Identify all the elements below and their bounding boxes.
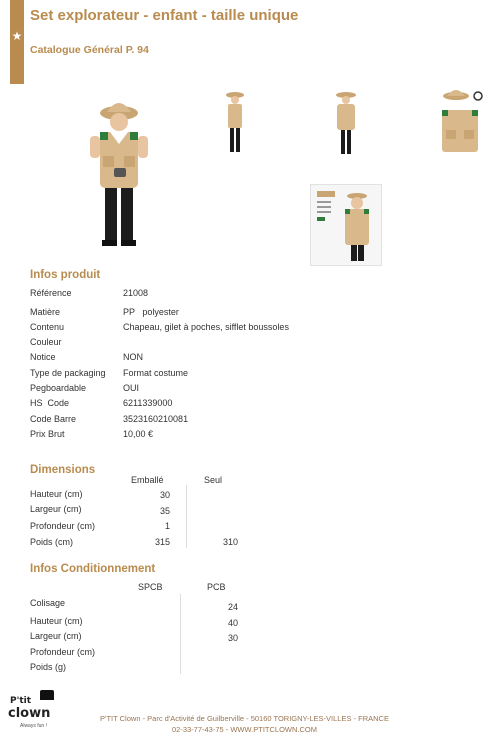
label-pegboardable: Pegboardable bbox=[30, 383, 87, 393]
packaging-image bbox=[310, 184, 382, 266]
label-couleur: Couleur bbox=[30, 337, 62, 347]
hat-icon bbox=[40, 690, 54, 700]
conditionnement-heading: Infos Conditionnement bbox=[30, 563, 156, 575]
dim-label-hauteur: Hauteur (cm) bbox=[30, 489, 83, 499]
value-hs-code: 6211339000 bbox=[123, 398, 173, 408]
dim-label-largeur: Largeur (cm) bbox=[30, 504, 82, 514]
product-info-heading: Infos produit bbox=[30, 269, 101, 281]
dim-emballe-poids: 315 bbox=[154, 537, 170, 547]
value-pegboardable: OUI bbox=[123, 383, 140, 393]
dimensions-col-seul: Seul bbox=[204, 475, 223, 485]
cond-label-hauteur: Hauteur (cm) bbox=[30, 616, 83, 626]
catalogue-reference: Catalogue Général P. 94 bbox=[30, 44, 149, 56]
dimensions-heading: Dimensions bbox=[30, 464, 96, 476]
dimensions-divider bbox=[186, 485, 187, 548]
value-prix-brut: 10,00 € bbox=[123, 429, 154, 439]
label-packaging: Type de packaging bbox=[30, 368, 106, 378]
logo-line2: clown bbox=[8, 706, 51, 721]
star-icon: ★ bbox=[11, 29, 23, 43]
product-image-accessories bbox=[436, 86, 488, 160]
label-contenu: Contenu bbox=[30, 322, 65, 332]
value-reference: 21008 bbox=[123, 288, 149, 298]
label-reference: Référence bbox=[30, 288, 72, 298]
value-code-barre: 3523160210081 bbox=[123, 414, 189, 424]
logo-tagline: Always fun ! bbox=[20, 723, 47, 729]
cond-label-colisage: Colisage bbox=[30, 598, 66, 608]
cond-divider bbox=[180, 594, 181, 674]
main-product-image bbox=[72, 96, 166, 252]
value-packaging: Format costume bbox=[123, 368, 189, 378]
cond-col-spcb: SPCB bbox=[138, 582, 163, 592]
dim-label-profondeur: Profondeur (cm) bbox=[30, 521, 96, 531]
label-notice: Notice bbox=[30, 352, 56, 362]
footer-contact: 02-33-77-43-75 - WWW.PTITCLOWN.COM bbox=[171, 725, 318, 734]
cond-label-poids: Poids (g) bbox=[30, 662, 67, 672]
logo-line1: P'tit bbox=[10, 696, 32, 706]
dim-emballe-hauteur: 30 bbox=[159, 490, 170, 500]
cond-pcb-colisage: 24 bbox=[227, 602, 238, 612]
cond-label-largeur: Largeur (cm) bbox=[30, 631, 82, 641]
dim-emballe-profondeur: 1 bbox=[164, 521, 170, 531]
cond-label-profondeur: Profondeur (cm) bbox=[30, 647, 96, 657]
value-notice: NON bbox=[123, 352, 143, 362]
product-title: Set explorateur - enfant - taille unique bbox=[30, 7, 299, 24]
brand-bar bbox=[10, 0, 24, 84]
cond-pcb-largeur: 30 bbox=[227, 633, 238, 643]
label-hs-code: HS Code bbox=[30, 398, 70, 408]
product-image-small-1 bbox=[220, 88, 250, 160]
dim-seul-poids: 310 bbox=[222, 537, 238, 547]
label-matiere: Matière bbox=[30, 307, 61, 317]
label-prix-brut: Prix Brut bbox=[30, 429, 65, 439]
label-code-barre: Code Barre bbox=[30, 414, 77, 424]
footer-address: P'TIT Clown - Parc d'Activité de Guilberville - 50160 TORIGNY-LES-VILLES - FRANCE bbox=[100, 714, 389, 723]
value-matiere: PP polyester bbox=[123, 307, 179, 317]
dim-emballe-largeur: 35 bbox=[159, 506, 170, 516]
cond-pcb-hauteur: 40 bbox=[227, 618, 238, 628]
dim-label-poids: Poids (cm) bbox=[30, 537, 74, 547]
cond-col-pcb: PCB bbox=[207, 582, 226, 592]
value-contenu: Chapeau, gilet à poches, sifflet boussoles bbox=[123, 322, 289, 332]
product-image-small-2 bbox=[328, 88, 364, 160]
dimensions-col-emballe: Emballé bbox=[131, 475, 164, 485]
